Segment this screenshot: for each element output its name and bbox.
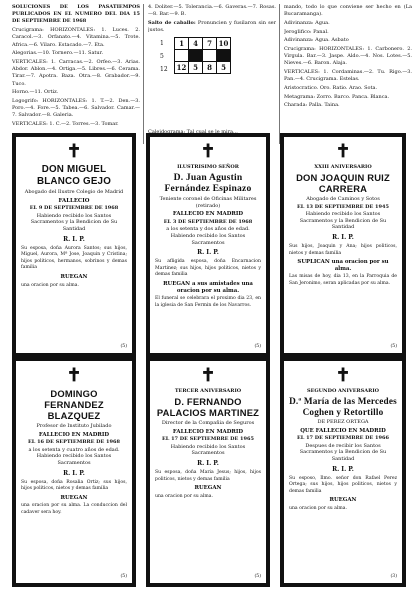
ruegan-label: SUPLICAN una oracion por su alma. <box>297 259 389 272</box>
family-text: Su esposo, Ilmo. señor don Rafael Perez Ortega; sus hijos, hijos politicos, nietos y demas familia <box>289 475 397 494</box>
grid-cell: 8 <box>203 62 217 74</box>
deceased-name: DON JOAQUIN RUIZ CARRERA <box>296 172 390 194</box>
grid-cell: 7 <box>203 38 217 50</box>
solution-line: Adivinanza: Agua. Asbato <box>284 37 349 44</box>
cross-icon: ✝ <box>66 141 82 162</box>
cross-icon: ✝ <box>200 365 216 386</box>
grid-row-number: 1 <box>160 40 164 48</box>
obituary-notice-3 <box>280 133 406 357</box>
grid-cell: 4 <box>189 38 203 50</box>
ruegan-label: RUEGAN <box>60 494 88 501</box>
family-text: Su esposa, doña Rosalia Ortiz; sus hijos, hijos politicos, nietos y demas familia <box>21 479 127 492</box>
deceased-title: Director de la Compañia de Seguros <box>161 420 255 426</box>
logogrifo-verticales: VERTICALES: 1. C.—2. Torres.—3. Tomar. <box>12 121 119 128</box>
solution-line: 4. Doliter.—5. Tolerancia.—6. Gaveras.—7. Rosas.—8. Bar.—9. B. <box>148 4 276 18</box>
death-statement: FALLECIO EN MADRID <box>172 428 244 435</box>
closing-text: una oracion por su alma. <box>21 282 79 288</box>
ruegan-label: RUEGAN a sus amistades una oracion por su alma. <box>163 280 253 294</box>
death-statement: FALLECIO <box>58 197 90 204</box>
rip-label: R. I. P. <box>63 235 85 243</box>
notice-code: (5) <box>120 344 127 350</box>
crucigrama-extra: Alegorias.—10. Tornero.—11. Satur. <box>12 50 104 57</box>
number-grid <box>160 37 238 77</box>
death-statement: FALLECIO EN MADRID <box>172 211 244 218</box>
notice-kicker: ILUSTRISIMO SEÑOR <box>177 164 239 170</box>
crucigrama-note: Horno.—11. Ortiz. <box>12 89 59 96</box>
death-statement: FALLECIO EN MADRID <box>38 431 110 438</box>
grid-table <box>174 37 231 74</box>
deceased-name: D. Juan Agustin Fernández Espinazo <box>164 172 252 194</box>
crucigrama-horizontales: Crucigrama: HORIZONTALES: 1. Carbonero. 2. Virgula. Bar.—3. Jaspe. Aldo.—4. Nos. Lotes.—5. Nieves.—6. Baron. Alaja. <box>284 46 412 67</box>
salto-text: Pronuncien y fusilaron sin ser justos. <box>148 19 276 34</box>
closing-text: Las misas de hoy, dia 13, en la Parroquia de San Jeronimo, seran aplicadas por su alma. <box>289 274 397 286</box>
logogrifo-horizontales: Logogrifo: HORIZONTALES: 1. T.—2. Den.—3. Poro.—4. Fore.—5. Tabea.—6. Salvador. Camar.—7. Salvador.—8. Galeria. <box>12 97 140 119</box>
crucigrama-extra: Aristocratico. Oro. Ratio. Arao. Sota. <box>284 85 378 92</box>
grid-cell-black <box>189 50 203 62</box>
grid-cell: 5 <box>189 62 203 74</box>
ruegan-label: RUEGAN <box>329 497 357 504</box>
deceased-title: Abogado de Caminos y Sotos <box>306 196 380 202</box>
sacraments-text: a los setenta y cuatro años de edad. Habiendo recibido los Santos Sacramentos <box>28 446 120 466</box>
grid-cell: 12 <box>175 62 189 74</box>
family-text: Sus hijos, Joaquin y Ana; hijos politicos, nietos y demas familia <box>289 243 397 256</box>
salto-label: Salto de caballo: <box>148 19 196 26</box>
death-date: EL 17 DE SEPTIEMBRE DE 1965 <box>162 436 254 443</box>
grid-cell: 10 <box>217 38 231 50</box>
solutions-column-1 <box>12 4 140 144</box>
family-text: Su esposa, doña Aurora Santos; sus hijos, Miguel, Aurora, Mª Jose, Joaquin y Cristina; hijos politicos, hermanos, sobrinos y demas familia <box>21 245 127 271</box>
deceased-title: Profesor de Instituto Jubilado <box>36 423 112 429</box>
crucigrama-verticales: VERTICALES: 1. Cordaminas.—2. Tu. Rigo.—3. Pan.—4. Crucigrama. Estelas. <box>284 69 412 83</box>
family-text: Su esposa, doña Maria Jesus; hijos, hijos politicos, nietos y demas familia <box>155 469 261 482</box>
deceased-name: DON MIGUEL BLANCO GEJO <box>36 164 112 187</box>
grid-row-number: 12 <box>160 66 168 74</box>
notice-kicker: SEGUNDO ANIVERSARIO <box>306 388 380 394</box>
notice-code: (5) <box>254 344 261 350</box>
solutions-column-2 <box>148 4 276 144</box>
closing-text: El funeral se celebrara el proximo dia 23, en la iglesia de San Fermin de los Navarros. <box>155 296 261 308</box>
notice-code: (5) <box>254 574 261 580</box>
deceased-name: D.ª María de las Mercedes Coghen y Retortillo <box>289 396 397 417</box>
death-date: EL 3 DE SEPTIEMBRE DE 1968 <box>163 218 253 225</box>
grid-cell <box>175 50 189 62</box>
crucigrama-verticales: VERTICALES: 1. Carracas.—2. Orfeo.—3. Arias. Abdor. Ablon.—4. Ortiga.—5. Libres.—6. Cerama. Tirar.—7. Apotra. Baza. Otra.—8. Grabador.—9. Tuco. <box>12 58 140 87</box>
sacraments-text: Habiendo recibido los Santos Sacramentos y la Bendicion de Su Santidad <box>299 211 387 231</box>
sacraments-text: Habiendo recibido los Santos Sacramentos <box>170 443 246 457</box>
rip-label: R. I. P. <box>197 459 219 467</box>
rip-label: R. I. P. <box>332 233 354 241</box>
death-date: EL 9 DE SEPTIEMBRE DE 1968 <box>29 205 119 212</box>
obituary-notice-1 <box>12 133 136 357</box>
obituary-notice-2 <box>146 133 270 357</box>
notice-kicker: TERCER ANIVERSARIO <box>174 388 242 394</box>
grid-cell-black <box>217 50 231 62</box>
grid-cell <box>203 50 217 62</box>
metagrama: Metagrama: Zorro. Barco. Panca. Blanca. <box>284 93 390 100</box>
death-date: EL 16 DE SEPTIEMBRE DE 1968 <box>28 439 120 446</box>
column-divider <box>143 4 144 144</box>
grid-cell: 1 <box>175 38 189 50</box>
solutions-column-3 <box>284 4 412 144</box>
family-text: Su afligida esposa, doña Encarnacion Martinez; sus hijos, hijos politicos, nietos y demas familia <box>155 259 261 278</box>
rip-label: R. I. P. <box>197 249 219 257</box>
deceased-name: D. FERNANDO PALACIOS MARTINEZ <box>156 396 260 418</box>
death-statement: QUE FALLECIO EN MADRID <box>300 427 386 434</box>
sacraments-text: Despues de recibir los Santos Sacramentos y la Bendicion de Su Santidad <box>299 442 387 462</box>
rip-label: R. I. P. <box>332 465 354 473</box>
deceased-name: DOMINGO FERNANDEZ BLAZQUEZ <box>44 388 104 421</box>
closing-text: una oracion por su alma. La conduccion del cadaver sera hoy. <box>21 503 127 515</box>
crucigrama-horizontales: Crucigrama: HORIZONTALES: 1. Luces. 2. Caracol.—3. Orfanato.—4. Vitamina.—5. Trote. Africa.—6. Vilaro. Estacado.—7. Eta. <box>12 27 140 48</box>
notice-code: (5) <box>390 344 397 350</box>
salto-de-caballo <box>148 20 276 34</box>
deceased-title: Abogado del Ilustre Colegio de Madrid <box>24 189 124 195</box>
grid-row-numbers <box>160 37 168 76</box>
column-divider <box>279 4 280 144</box>
rip-label: R. I. P. <box>63 469 85 477</box>
obituary-notice-4 <box>12 357 136 587</box>
closing-text: una oracion por su alma. <box>289 505 347 511</box>
sacraments-text: a los setenta y dos años de edad. Habiendo recibido los Santos Sacramentos <box>166 226 250 246</box>
sacraments-text: Habiendo recibido los Santos Sacramentos y la Bendicion de Su Santidad <box>30 212 118 232</box>
cross-icon: ✝ <box>335 365 351 386</box>
ruegan-label: RUEGAN <box>60 273 88 280</box>
adivinanza: Adivinanza: Agua. <box>284 19 330 26</box>
notice-code: (3) <box>390 574 397 580</box>
obituary-notice-5 <box>146 357 270 587</box>
grid-row-number: 5 <box>160 53 164 61</box>
solutions-header: SOLUCIONES DE LOS PASATIEMPOS PUBLICADOS EN EL NUMERO DEL DIA 15 DE SEPTIEMBRE DE 1968 <box>12 4 140 25</box>
ruegan-label: RUEGAN <box>194 485 222 492</box>
closing-text: una oracion por su alma. <box>155 493 213 499</box>
cross-icon: ✝ <box>335 141 351 162</box>
death-date: EL 17 DE SEPTIEMBRE DE 1966 <box>297 435 389 442</box>
cross-icon: ✝ <box>200 141 216 162</box>
deceased-title: DE PEREZ ORTEGA <box>317 419 369 425</box>
notice-kicker: XXIII ANIVERSARIO <box>314 164 372 170</box>
obituary-notice-6 <box>280 357 406 587</box>
solution-line: mando, todo lo que conviene ser hecho en (La Bucaramanga). <box>284 4 412 18</box>
cross-icon: ✝ <box>66 365 82 386</box>
charada: Charada: Palla. Taina. <box>284 102 340 109</box>
puzzle-solutions-section <box>12 4 412 144</box>
grid-cell: 5 <box>217 62 231 74</box>
death-date: EL 13 DE SEPTIEMBRE DE 1945 <box>297 203 389 210</box>
deceased-title: Teniente coronel de Oficinas Militares (retirado) <box>159 196 257 209</box>
jeroglifico: Jeroglifico: Panal. <box>284 28 329 35</box>
notice-code: (5) <box>120 574 127 580</box>
